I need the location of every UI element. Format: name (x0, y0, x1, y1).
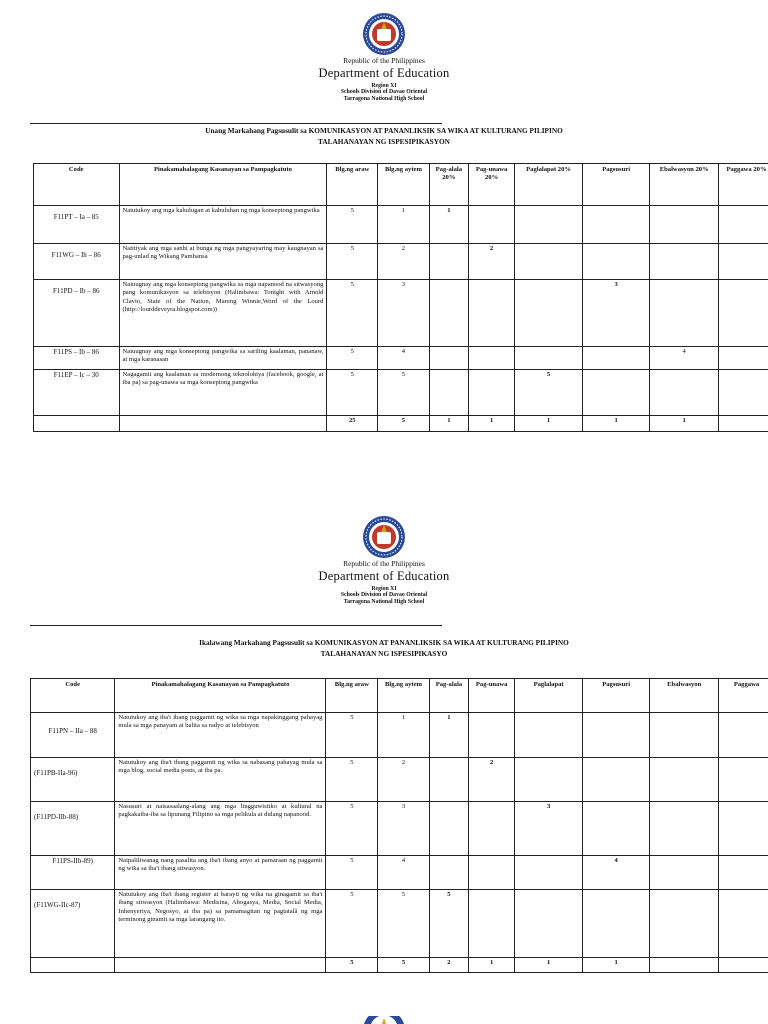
col-header-paggawa: Paggawa (719, 679, 768, 713)
row-paggawa (719, 758, 768, 802)
totals-ebalwasyon: 1 (650, 416, 719, 432)
row-paggawa (719, 280, 768, 347)
row-pag-unawa (468, 347, 514, 370)
table-row (34, 206, 768, 244)
letterhead (0, 57, 768, 102)
col-header-paggawa: Paggawa 20% (719, 164, 768, 206)
row-paglalapat (515, 347, 583, 370)
row-code: F11PD – Ib – 86 (34, 280, 120, 347)
row-aytem: 2 (378, 244, 430, 280)
totals-row (31, 958, 768, 973)
letterhead-divider (30, 123, 442, 124)
spec-table-2 (30, 678, 768, 973)
table2-title-line2: TALAHANAYAN NG ISPESIPIKASYO (320, 648, 448, 658)
table-row (31, 713, 768, 758)
totals-araw: 25 (327, 416, 378, 432)
row-pagsusuri (582, 347, 650, 370)
row-pagsusuri (582, 758, 650, 802)
row-description: Nagagamit ang kaalaman sa modernong teknolohiya (facebook, google, at iba pa) sa pag-unawa sa mga konseptong pangwika (119, 370, 327, 416)
school-text: Tarragona National High School (343, 598, 425, 605)
row-araw: 5 (327, 347, 378, 370)
row-pag-alala (429, 244, 468, 280)
republic-text: Republic of the Philippines (343, 559, 425, 568)
totals-row (34, 416, 768, 432)
row-araw: 5 (326, 802, 378, 856)
totals-pagsusuri: 1 (582, 416, 650, 432)
row-ebalwasyon (650, 206, 719, 244)
row-pag-alala (429, 758, 468, 802)
row-ebalwasyon (650, 244, 719, 280)
row-aytem: 1 (378, 206, 430, 244)
col-header-aytem: Blg.ng aytem (378, 164, 430, 206)
table-row (31, 890, 768, 958)
row-paggawa (719, 890, 768, 958)
row-araw: 5 (326, 890, 378, 958)
row-description: Naiuugnay ang mga konseptong pangwika sa sariling kaalaman, pananaw, at mga karanasan (119, 347, 327, 370)
row-code: (F11PB-IIa-96) (31, 758, 115, 802)
totals-aytem: 5 (378, 416, 430, 432)
row-aytem: 5 (378, 370, 430, 416)
col-header-kasanayan: Pinakamahalagang Kasanayan sa Pampagkatuto (115, 679, 326, 713)
row-araw: 5 (327, 206, 378, 244)
row-pag-unawa (468, 206, 514, 244)
row-paglalapat (515, 206, 583, 244)
col-header-aytem: Blg.ng aytem (378, 679, 430, 713)
school-text: Tarragona National High School (343, 95, 425, 102)
row-aytem: 4 (378, 856, 430, 890)
row-pag-alala: 1 (429, 713, 468, 758)
region-text: Region XI (371, 586, 397, 592)
table-row (34, 347, 768, 370)
row-pag-alala (429, 370, 468, 416)
row-aytem: 1 (378, 713, 430, 758)
table1-title-line1: Unang Markahang Pagsusulit sa KOMUNIKASYON AT PANANLIKSIK SA WIKA AT KULTURANG PILIPINO (205, 126, 563, 135)
table-header-row (31, 679, 768, 713)
division-text: Schools Division of Davao Oriental (340, 592, 428, 599)
row-pag-unawa (468, 856, 514, 890)
totals-pagsusuri: 1 (582, 958, 650, 973)
row-description: Natutukoy ang iba't ibang register at barayti ng wika na ginagamit sa iba't ibang sitwasyon (Halimbawa: Medisina, Abogasya, Media, Social Media, Inhenyeriya, Negosyo, at iba pa) sa pamamagitan ng pagtatalâ ng mga terminong ginamit sa mga larangang ito. (115, 890, 326, 958)
totals-ebalwasyon (650, 958, 719, 973)
totals-araw: 5 (326, 958, 378, 973)
table-row (34, 244, 768, 280)
row-pag-unawa (468, 802, 514, 856)
row-araw: 5 (326, 713, 378, 758)
col-header-araw: Blg.ng araw (326, 679, 378, 713)
row-description: Naiuugnay ang mga konseptong pangwika sa mga napanood na sitwasyong pang komunikasyon sa telebisyon (Halimbawa: Tonight with Arnold Clavio, State of the Nation, Mareng Winnie,Word of the Lourd (http://lourddeveyra.blogspot.com)) (119, 280, 327, 347)
row-aytem: 2 (378, 758, 430, 802)
row-araw: 5 (327, 280, 378, 347)
row-pagsusuri (582, 244, 650, 280)
row-pagsusuri (582, 802, 650, 856)
row-pagsusuri: 4 (582, 856, 650, 890)
region-text: Region XI (371, 83, 397, 89)
row-araw: 5 (327, 244, 378, 280)
row-paggawa (719, 244, 768, 280)
table1-title (0, 126, 768, 147)
row-code: F11PS-IIb-89) (31, 856, 115, 890)
row-paggawa (719, 856, 768, 890)
totals-code (31, 958, 115, 973)
col-header-paglalapat: Paglalapat (515, 679, 583, 713)
col-header-code: Code (34, 164, 120, 206)
row-code: (F11PD-IIb-88) (31, 802, 115, 856)
row-araw: 5 (326, 856, 378, 890)
totals-paggawa (719, 416, 768, 432)
division-text: Schools Division of Davao Oriental (340, 89, 428, 96)
row-paglalapat (515, 713, 583, 758)
totals-description (115, 958, 326, 973)
row-pag-unawa (468, 890, 514, 958)
row-pag-alala (429, 802, 468, 856)
department-title: Department of Education (318, 569, 450, 584)
deped-seal-icon (362, 12, 406, 56)
republic-text: Republic of the Philippines (343, 56, 425, 65)
row-ebalwasyon: 4 (650, 347, 719, 370)
row-pagsusuri: 3 (582, 280, 650, 347)
letterhead-divider (30, 625, 442, 626)
row-pagsusuri (582, 890, 650, 958)
document-page-2 (0, 500, 768, 980)
totals-pag-alala: 2 (429, 958, 468, 973)
row-aytem: 5 (378, 890, 430, 958)
row-araw: 5 (326, 758, 378, 802)
row-paggawa (719, 206, 768, 244)
row-paglalapat (515, 890, 583, 958)
row-ebalwasyon (650, 713, 719, 758)
totals-pag-unawa: 1 (468, 416, 514, 432)
row-ebalwasyon (650, 890, 719, 958)
totals-pag-alala: 1 (429, 416, 468, 432)
row-paglalapat (515, 244, 583, 280)
table-row (31, 856, 768, 890)
row-code: F11PN – IIa – 88 (31, 713, 115, 758)
totals-code (34, 416, 120, 432)
col-header-kasanayan: Pinakamahalagang Kasanayan sa Pampagkatuto (119, 164, 327, 206)
row-pagsusuri (582, 206, 650, 244)
table-row (34, 280, 768, 347)
row-paglalapat (515, 856, 583, 890)
totals-description (119, 416, 327, 432)
row-aytem: 4 (378, 347, 430, 370)
col-header-pagsusuri: Pagsusuri (582, 164, 650, 206)
col-header-code: Code (31, 679, 115, 713)
col-header-pag-unawa: Pag-unawa (468, 679, 514, 713)
row-paglalapat: 3 (515, 802, 583, 856)
row-ebalwasyon (650, 758, 719, 802)
totals-paglalapat: 1 (515, 416, 583, 432)
row-paggawa (719, 370, 768, 416)
deped-seal-icon (362, 1016, 406, 1024)
row-paggawa (719, 713, 768, 758)
row-description: Natutukoy ang iba't ibang paggamit ng wika sa mga napakinggang pahayag mula sa mga panayam at balita sa radyo at telebisyon (115, 713, 326, 758)
letterhead (0, 560, 768, 605)
totals-pag-unawa: 1 (468, 958, 514, 973)
row-description: Natutukoy ang iba't ibang paggamit ng wika sa nabasang pahayag mula sa mga blog, social media posts, at iba pa. (115, 758, 326, 802)
row-pag-unawa: 2 (468, 758, 514, 802)
col-header-pag-alala: Pag-alala 20% (429, 164, 468, 206)
table2-title-line1: Ikalawang Markahang Pagsusulit sa KOMUNIKASYON AT PANANLIKSIK SA WIKA AT KULTURANG PILIPINO (199, 638, 569, 647)
totals-aytem: 5 (378, 958, 430, 973)
department-title: Department of Education (318, 66, 450, 81)
row-description: Nasusuri at naisasaalang-alang ang mga lingguwistiko at kultural na pagkakaiba-iba sa lipunang Filipino sa mga pelikula at dulang napanood. (115, 802, 326, 856)
table1-title-line2: TALAHANAYAN NG ISPESIPIKASYON (318, 136, 450, 146)
spec-table-1 (33, 163, 768, 432)
row-pag-alala (429, 347, 468, 370)
col-header-ebalwasyon: Ebalwasyon (650, 679, 719, 713)
table-header-row (34, 164, 768, 206)
table2-title (0, 638, 768, 659)
totals-paglalapat: 1 (515, 958, 583, 973)
table-row (34, 370, 768, 416)
row-pag-unawa (468, 370, 514, 416)
row-paggawa (719, 347, 768, 370)
row-ebalwasyon (650, 370, 719, 416)
row-araw: 5 (327, 370, 378, 416)
totals-paggawa (719, 958, 768, 973)
deped-seal-icon (362, 515, 406, 559)
row-paglalapat (515, 280, 583, 347)
row-pag-unawa (468, 280, 514, 347)
row-ebalwasyon (650, 280, 719, 347)
row-pagsusuri (582, 713, 650, 758)
row-pagsusuri (582, 370, 650, 416)
row-ebalwasyon (650, 802, 719, 856)
col-header-pag-unawa: Pag-unawa 20% (468, 164, 514, 206)
row-paglalapat: 5 (515, 370, 583, 416)
col-header-araw: Blg.ng araw (327, 164, 378, 206)
row-code: F11PT – Ia – 85 (34, 206, 120, 244)
table-row (31, 802, 768, 856)
table-row (31, 758, 768, 802)
col-header-paglalapat: Paglalapat 20% (515, 164, 583, 206)
row-pag-alala (429, 280, 468, 347)
row-code: (F11WG-IIc-87) (31, 890, 115, 958)
row-code: F11WG – Ih – 86 (34, 244, 120, 280)
col-header-pagsusuri: Pagsusuri (582, 679, 650, 713)
row-paglalapat (515, 758, 583, 802)
row-code: F11PS – Ib – 86 (34, 347, 120, 370)
row-pag-alala: 1 (429, 206, 468, 244)
row-description: Natutukoy ang mga kahulugan at kabuluhan ng mga konseptong pangwika (119, 206, 327, 244)
row-pag-alala: 5 (429, 890, 468, 958)
row-ebalwasyon (650, 856, 719, 890)
row-code: F11EP – Ic – 30 (34, 370, 120, 416)
row-paggawa (719, 802, 768, 856)
document-page-1 (0, 0, 768, 440)
row-description: Naipaliliwanag nang pasalita ang iba't ibang anyo at pamaraan ng paggamit ng wika sa iba't ibang sitwasyon. (115, 856, 326, 890)
row-aytem: 3 (378, 280, 430, 347)
col-header-ebalwasyon: Ebalwasyon 20% (650, 164, 719, 206)
row-aytem: 3 (378, 802, 430, 856)
row-pag-unawa (468, 713, 514, 758)
row-pag-alala (429, 856, 468, 890)
col-header-pag-alala: Pag-alala (429, 679, 468, 713)
row-description: Natitiyak ang mga sanhi at bunga ng mga pangyayaring may kaugnayan sa pag-unlad ng Wikang Pambansa (119, 244, 327, 280)
row-pag-unawa: 2 (468, 244, 514, 280)
